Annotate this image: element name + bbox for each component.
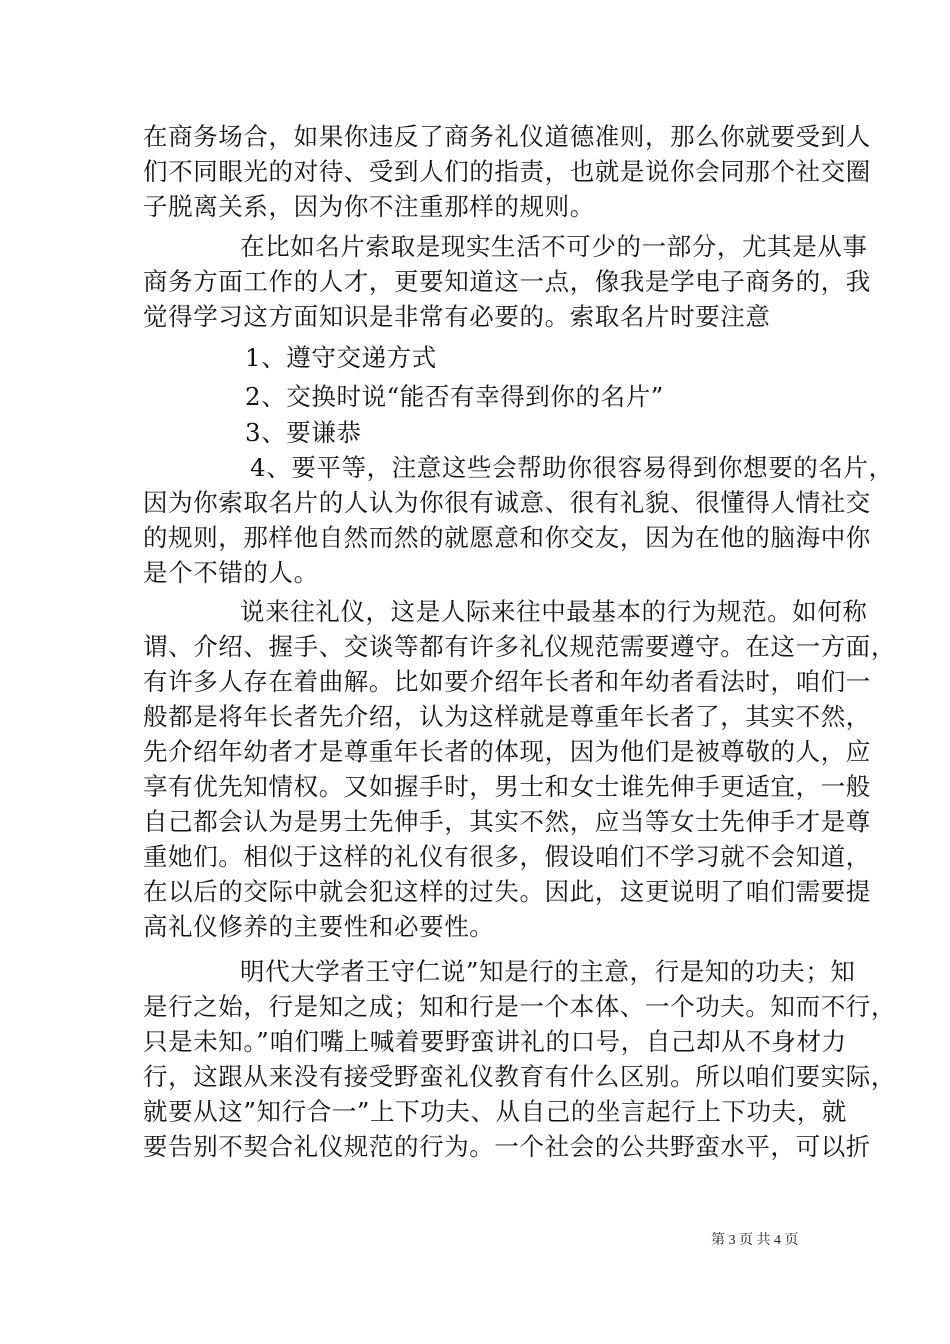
text-line: 在以后的交际中就会犯这样的过失。因此，这更说明了咱们需要提 bbox=[143, 877, 871, 906]
text-line: 因为你索取名片的人认为你很有诚意、很有礼貌、很懂得人情社交 bbox=[143, 488, 871, 517]
text-line: 要告别不契合礼仪规范的行为。一个社会的公共野蛮水平，可以折 bbox=[143, 1132, 871, 1161]
list-item: 1、遵守交递方式 bbox=[245, 343, 437, 372]
text-line: 的规则，那样他自然而然的就愿意和你交友，因为在他的脑海中你 bbox=[143, 523, 871, 552]
text-line: 在比如名片索取是现实生活不可少的一部分，尤其是从事 bbox=[240, 232, 868, 261]
text-line: 享有优先知情权。又如握手时，男士和女士谁先伸手更适宜，一般 bbox=[143, 772, 871, 801]
list-item: 4、要平等，注意这些会帮助你很容易得到你想要的名片， bbox=[250, 453, 894, 482]
text-line: 觉得学习这方面知识是非常有必要的。索取名片时要注意 bbox=[143, 302, 771, 331]
text-line: 先介绍年幼者才是尊重年长者的体现，因为他们是被尊敬的人，应 bbox=[143, 737, 871, 766]
text-line: 谓、介绍、握手、交谈等都有许多礼仪规范需要遵守。在这一方面， bbox=[143, 632, 896, 661]
text-line: 有许多人存在着曲解。比如要介绍年长者和年幼者看法时，咱们一 bbox=[143, 667, 871, 696]
text-line: 商务方面工作的人才，更要知道这一点，像我是学电子商务的，我 bbox=[143, 267, 871, 296]
text-line: 说来往礼仪，这是人际来往中最基本的行为规范。如何称 bbox=[240, 597, 868, 626]
text-line: 只是未知。”咱们嘴上喊着要野蛮讲礼的口号，自己却从不身材力 bbox=[143, 1027, 847, 1056]
text-line: 高礼仪修养的主要性和必要性。 bbox=[143, 912, 495, 941]
list-item: 3、要谦恭 bbox=[245, 418, 362, 447]
text-line: 子脱离关系，因为你不注重那样的规则。 bbox=[143, 192, 595, 221]
list-item: 2、交换时说“能否有幸得到你的名片” bbox=[245, 382, 664, 411]
text-line: 般都是将年长者先介绍，认为这样就是尊重年长者了，其实不然， bbox=[143, 702, 871, 731]
text-line: 们不同眼光的对待、受到人们的指责，也就是说你会同那个社交圈 bbox=[143, 157, 871, 186]
text-line: 明代大学者王守仁说”知是行的主意，行是知的功夫；知 bbox=[240, 957, 856, 986]
text-line: 就要从这”知行合一”上下功夫、从自己的坐言起行上下功夫，就 bbox=[143, 1097, 847, 1126]
text-line: 是行之始，行是知之成；知和行是一个本体、一个功夫。知而不行， bbox=[143, 992, 896, 1021]
text-line: 在商务场合，如果你违反了商务礼仪道德准则，那么你就要受到人 bbox=[143, 122, 871, 151]
text-line: 自己都会认为是男士先伸手，其实不然，应当等女士先伸手才是尊 bbox=[143, 807, 871, 836]
text-line: 是个不错的人。 bbox=[143, 558, 319, 587]
page-number-footer: 第 3 页 共 4 页 bbox=[711, 1233, 799, 1248]
text-line: 重她们。相似于这样的礼仪有很多，假设咱们不学习就不会知道， bbox=[143, 842, 871, 871]
text-line: 行，这跟从来没有接受野蛮礼仪教育有什么区别。所以咱们要实际， bbox=[143, 1062, 896, 1091]
